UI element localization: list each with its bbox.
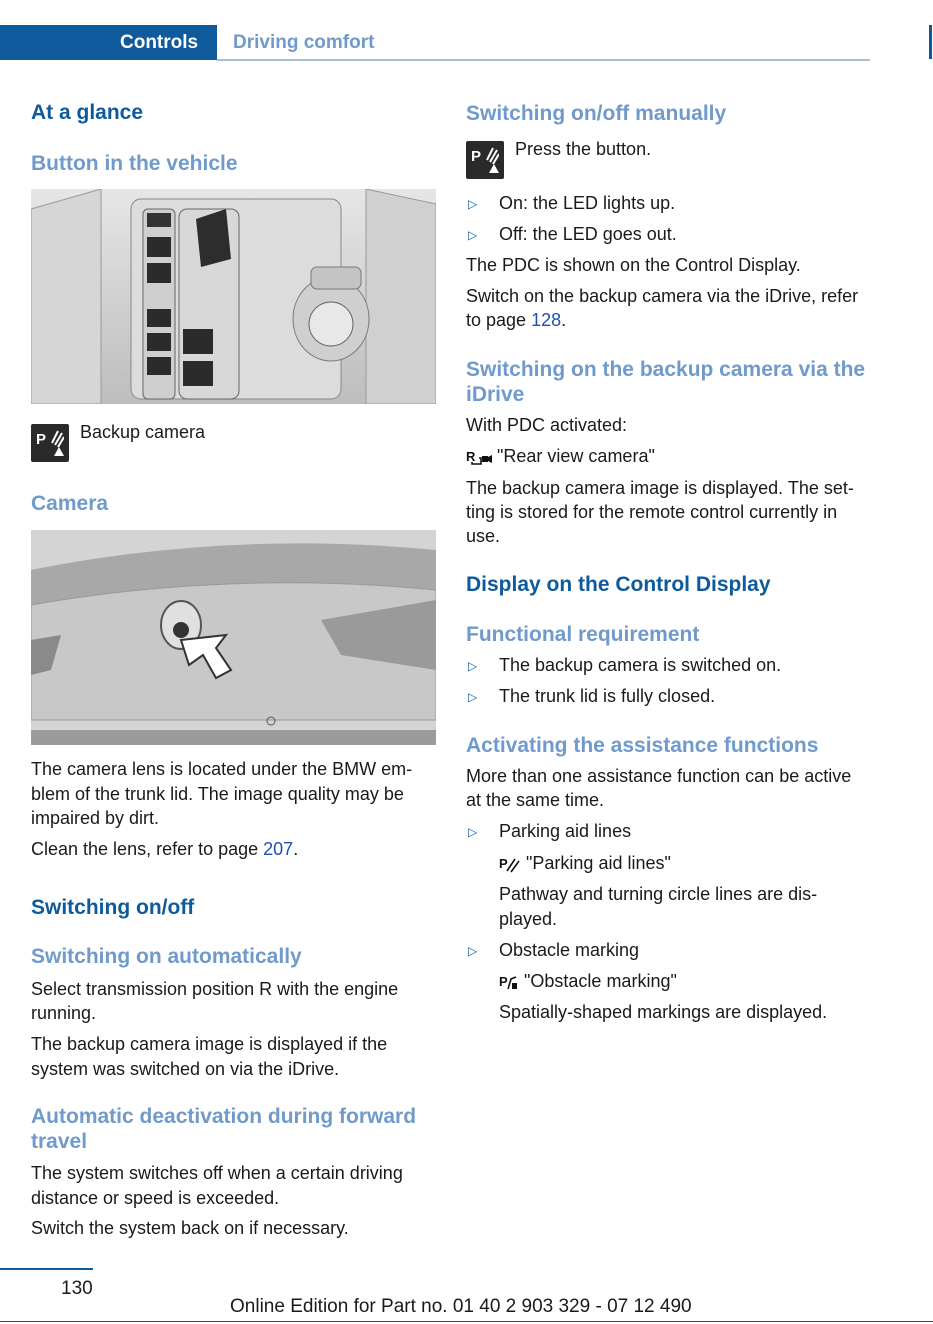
pdc-button-icon: P xyxy=(466,141,504,179)
svg-text:P: P xyxy=(499,856,508,872)
pathway-line2: played. xyxy=(499,909,558,929)
triangle-bullet-icon: ▷ xyxy=(468,944,478,958)
auto-para2-line2: system was switched on via the iDrive. xyxy=(31,1059,340,1079)
header-rule xyxy=(217,59,870,61)
displayed-line3: use. xyxy=(466,526,501,546)
page-207-link[interactable]: 207 xyxy=(263,839,294,859)
camera-para-line1: The camera lens is located under the BMW em- xyxy=(31,759,413,779)
rear-view-label: "Rear view camera" xyxy=(497,446,655,466)
heading-switching-manually: Switching on/off manually xyxy=(466,102,727,125)
deact-para1-line2: distance or speed is exceeded. xyxy=(31,1188,280,1208)
req-bullet-1: The backup camera is switched on. xyxy=(499,655,782,675)
deact-para1-line1: The system switches off when a certain driving xyxy=(31,1163,403,1183)
camera-para-line3: impaired by dirt. xyxy=(31,808,160,828)
heading-idrive-l1: Switching on the backup camera via the xyxy=(466,358,866,381)
rear-view-menu-item xyxy=(466,444,655,469)
parking-lines-menu-item xyxy=(499,851,671,876)
page-edge-marker xyxy=(929,25,932,59)
obstacle-menu-label: "Obstacle marking" xyxy=(524,971,677,991)
heading-auto-deactivation-l2: travel xyxy=(31,1130,88,1153)
header-section-tab: Controls xyxy=(0,25,217,60)
clean-lens-end: . xyxy=(293,839,299,859)
parking-lines-bullet: Parking aid lines xyxy=(499,821,632,841)
backup-camera-label: Backup camera xyxy=(80,422,206,442)
with-pdc-text: With PDC activated: xyxy=(466,415,628,435)
heading-camera: Camera xyxy=(31,492,109,515)
more-than-line2: at the same time. xyxy=(466,790,605,810)
req-bullet-2: The trunk lid is fully closed. xyxy=(499,686,716,706)
triangle-bullet-icon: ▷ xyxy=(468,228,478,242)
pathway-line1: Pathway and turning circle lines are dis- xyxy=(499,884,818,904)
displayed-line2: ting is stored for the remote control currently in xyxy=(466,502,838,522)
more-than-line1: More than one assistance function can be active xyxy=(466,766,852,786)
spatial-text: Spatially-shaped markings are displayed. xyxy=(499,1002,828,1022)
parking-lines-menu-label: "Parking aid lines" xyxy=(526,853,671,873)
page-128-link[interactable]: 128 xyxy=(531,310,562,330)
switch-idrive-text: to page xyxy=(466,310,532,330)
auto-para1-line1: Select transmission position R with the engine xyxy=(31,979,399,999)
bullet-on-text: On: the LED lights up. xyxy=(499,193,676,213)
rear-camera-icon xyxy=(466,448,492,466)
obstacle-bullet: Obstacle marking xyxy=(499,940,640,960)
console-button-photo xyxy=(31,189,436,404)
bottom-rule xyxy=(0,1321,933,1322)
switch-idrive-line1: Switch on the backup camera via the iDrive, refer xyxy=(466,286,859,306)
heading-at-a-glance: At a glance xyxy=(31,101,144,124)
deact-para2: Switch the system back on if necessary. xyxy=(31,1218,349,1238)
footer-rule xyxy=(0,1268,93,1270)
footer-edition: Online Edition for Part no. 01 40 2 903 329 - 07 12 490 xyxy=(230,1296,692,1317)
svg-text:R: R xyxy=(466,449,476,465)
auto-para2-line1: The backup camera image is displayed if the xyxy=(31,1034,388,1054)
switch-idrive-end: . xyxy=(561,310,567,330)
obstacle-menu-item xyxy=(499,969,677,994)
pdc-shown-text: The PDC is shown on the Control Display. xyxy=(466,255,801,275)
heading-idrive-l2: iDrive xyxy=(466,383,525,406)
heading-switching-onoff: Switching on/off xyxy=(31,896,195,919)
parking-aid-lines-icon xyxy=(499,855,521,873)
heading-switching-auto: Switching on automatically xyxy=(31,945,302,968)
auto-para1-line2: running. xyxy=(31,1003,97,1023)
switch-idrive-line2 xyxy=(466,308,566,333)
displayed-line1: The backup camera image is displayed. The set- xyxy=(466,478,854,498)
triangle-bullet-icon: ▷ xyxy=(468,197,478,211)
trunk-camera-photo xyxy=(31,530,436,745)
page-number: 130 xyxy=(61,1278,93,1299)
camera-para-line2: blem of the trunk lid. The image quality may be xyxy=(31,784,404,804)
bullet-off-text: Off: the LED goes out. xyxy=(499,224,677,244)
pdc-button-icon: P xyxy=(31,424,69,462)
clean-lens-text: Clean the lens, refer to page xyxy=(31,839,264,859)
heading-button-in-vehicle: Button in the vehicle xyxy=(31,152,238,175)
press-button-text: Press the button. xyxy=(515,139,652,159)
header-subsection: Driving comfort xyxy=(233,32,375,53)
triangle-bullet-icon: ▷ xyxy=(468,690,478,704)
triangle-bullet-icon: ▷ xyxy=(468,825,478,839)
heading-display-control: Display on the Control Display xyxy=(466,573,771,596)
heading-activating: Activating the assistance functions xyxy=(466,734,819,757)
heading-functional-req: Functional requirement xyxy=(466,623,700,646)
triangle-bullet-icon: ▷ xyxy=(468,659,478,673)
obstacle-marking-icon xyxy=(499,973,519,991)
heading-auto-deactivation-l1: Automatic deactivation during forward xyxy=(31,1105,417,1128)
svg-text:P: P xyxy=(499,974,508,990)
clean-lens-para xyxy=(31,837,298,862)
